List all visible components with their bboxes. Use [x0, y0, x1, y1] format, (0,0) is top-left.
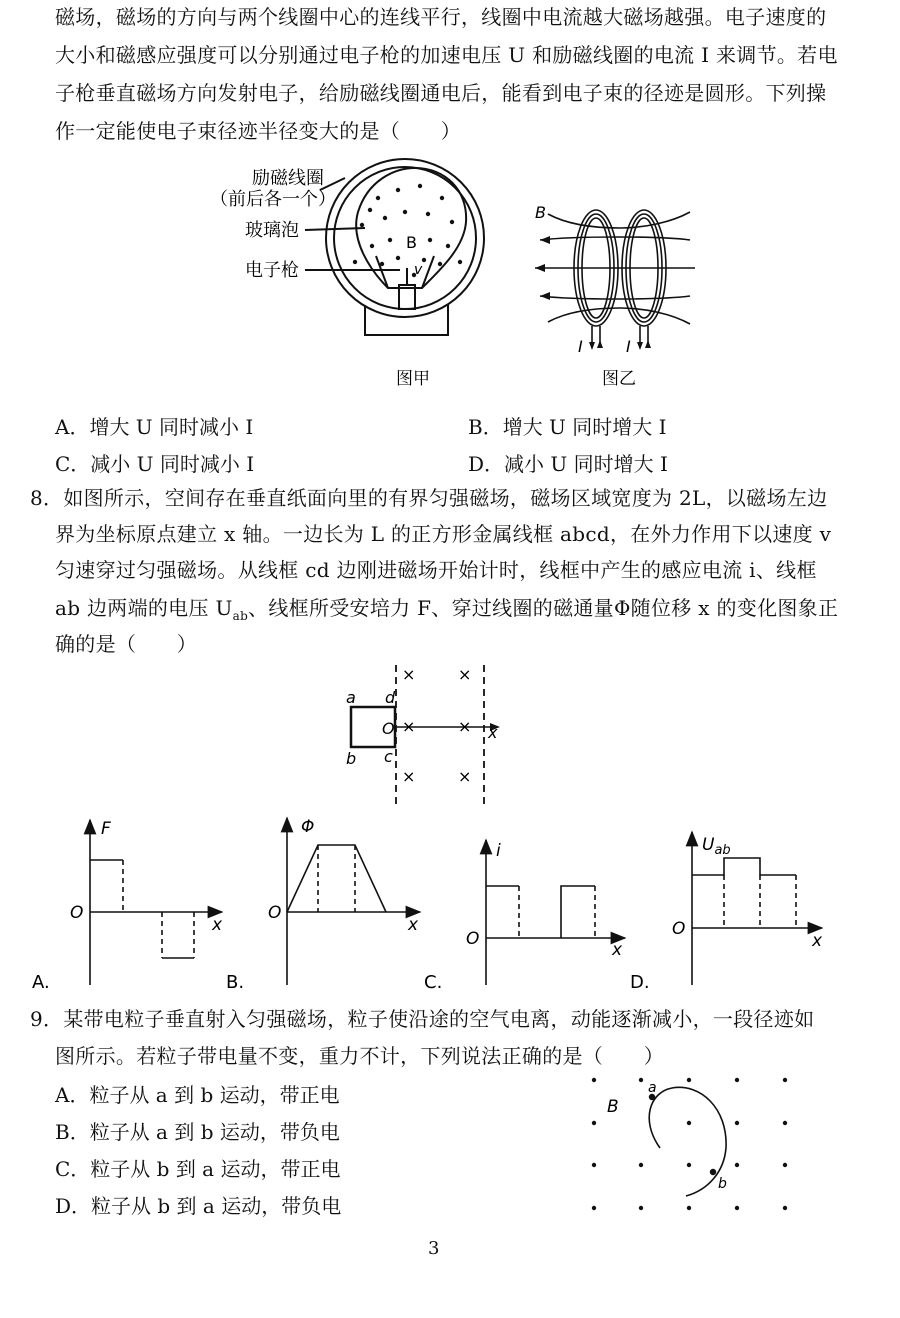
q8-line-3: 匀速穿过匀强磁场。从线框 cd 边刚进磁场开始计时，线框中产生的感应电流 i、线框: [55, 558, 817, 582]
graph-c-xlabel: x: [612, 940, 623, 960]
label-B-right: B: [535, 203, 546, 222]
q7-line-1: 磁场，磁场的方向与两个线圈中心的连线平行，线圈中电流越大磁场越强。电子速度的: [55, 5, 827, 29]
cross-1: ×: [402, 665, 416, 684]
setup-d: d: [385, 688, 396, 707]
graph-d-letter: D.: [630, 972, 650, 993]
cross-4: ×: [458, 717, 472, 736]
q7-line-2: 大小和磁感应强度可以分别通过电子枪的加速电压 U 和励磁线圈的电流 I 来调节。若电: [55, 43, 838, 67]
label-I-right: I: [626, 337, 631, 356]
q7-line-4: 作一定能使电子束径迹半径变大的是（ ）: [55, 119, 461, 143]
setup-a: a: [346, 688, 356, 707]
q7-option-b: B．增大 U 同时增大 I: [468, 415, 667, 439]
label-I-left: I: [578, 337, 583, 356]
graph-b-xlabel: x: [408, 915, 419, 935]
page-number: 3: [428, 1238, 440, 1259]
q9-label-b: b: [718, 1176, 727, 1192]
setup-c: c: [384, 747, 393, 766]
q8-line-4a: ab 边两端的电压 U: [55, 596, 233, 620]
graph-c-ylabel: i: [496, 841, 501, 861]
q9-option-d: D．粒子从 b 到 a 运动，带负电: [55, 1194, 342, 1218]
q7-option-a: A．增大 U 同时减小 I: [55, 415, 254, 439]
label-B: B: [406, 233, 417, 252]
graph-a-origin: O: [70, 903, 84, 923]
graph-c-origin: O: [466, 929, 480, 949]
graph-b-origin: O: [268, 903, 282, 923]
setup-x: x: [488, 723, 498, 742]
graph-b-ylabel: Φ: [301, 817, 315, 837]
q8-line-4b: 、线框所受安培力 F、穿过线圈的磁通量Φ随位移 x 的变化图象正: [248, 596, 839, 620]
graph-a-xlabel: x: [212, 915, 223, 935]
caption-left: 图甲: [396, 369, 430, 389]
q8-line-2: 界为坐标原点建立 x 轴。一边长为 L 的正方形金属线框 abcd，在外力作用下以速度 v: [55, 522, 832, 546]
q9-option-c: C．粒子从 b 到 a 运动，带正电: [55, 1157, 341, 1181]
q8-uab-sub: ab: [232, 609, 249, 623]
q9-option-b: B．粒子从 a 到 b 运动，带负电: [55, 1120, 340, 1144]
q9-line-1: 9．某带电粒子垂直射入匀强磁场，粒子使沿途的空气电离，动能逐渐减小，一段径迹如: [30, 1007, 815, 1031]
q9-label-a: a: [648, 1080, 657, 1096]
cross-2: ×: [458, 665, 472, 684]
q9-option-a: A．粒子从 a 到 b 运动，带正电: [55, 1083, 340, 1107]
label-bulb: 玻璃泡: [245, 220, 299, 241]
setup-b: b: [346, 749, 357, 768]
graph-d-ylabel-sub: ab: [714, 843, 731, 858]
graph-d-xlabel: x: [812, 931, 823, 951]
label-coil: 励磁线圈: [252, 168, 324, 189]
q7-option-c: C．减小 U 同时减小 I: [55, 452, 255, 476]
q9-line-2: 图所示。若粒子带电量不变，重力不计，下列说法正确的是（ ）: [55, 1044, 664, 1068]
graph-a-ylabel: F: [101, 819, 111, 839]
label-v: v: [414, 262, 423, 278]
q9-label-B: B: [607, 1097, 619, 1117]
graph-a-letter: A.: [32, 972, 50, 993]
cross-5: ×: [402, 767, 416, 786]
graph-d-origin: O: [672, 919, 686, 939]
graph-d-ylabel-main: U: [702, 835, 715, 855]
q7-option-d: D．减小 U 同时增大 I: [468, 452, 668, 476]
q8-line-1: 8．如图所示，空间存在垂直纸面向里的有界匀强磁场，磁场区域宽度为 2L，以磁场左边: [30, 486, 828, 510]
cross-3: ×: [402, 717, 416, 736]
q7-line-3: 子枪垂直磁场方向发射电子，给励磁线圈通电后，能看到电子束的径迹是圆形。下列操: [55, 81, 827, 105]
graph-c-letter: C.: [424, 972, 443, 993]
q8-line-5: 确的是（ ）: [55, 632, 198, 656]
caption-right: 图乙: [602, 369, 636, 389]
label-coil-note: （前后各一个）: [210, 189, 336, 210]
label-gun: 电子枪: [245, 260, 299, 281]
graph-b-letter: B.: [226, 972, 245, 993]
setup-o: O: [382, 719, 395, 738]
cross-6: ×: [458, 767, 472, 786]
